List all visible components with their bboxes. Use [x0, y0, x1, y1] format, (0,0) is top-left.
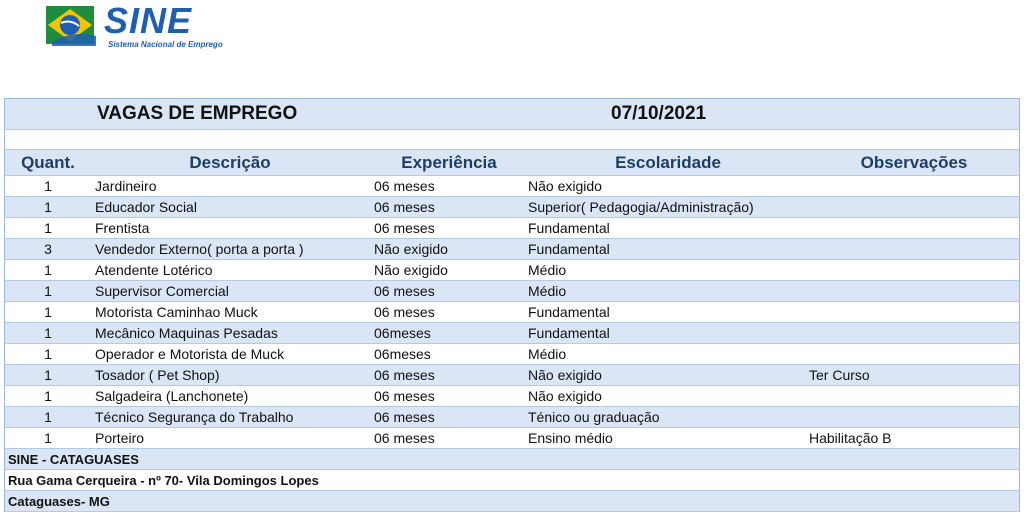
- table-row: [5, 428, 1019, 449]
- table-row: [5, 260, 1019, 281]
- job-qty: 1: [44, 220, 52, 236]
- job-experience: 06 meses: [374, 199, 435, 215]
- job-notes: [809, 386, 1019, 406]
- job-description: Técnico Segurança do Trabalho: [95, 409, 294, 425]
- job-notes: [809, 323, 1019, 343]
- job-notes: [809, 344, 1019, 364]
- job-description: Salgadeira (Lanchonete): [95, 388, 249, 404]
- col-header-desc: Descrição: [189, 152, 271, 172]
- table-row: [5, 344, 1019, 365]
- job-education: Não exigido: [528, 388, 602, 404]
- job-qty: 1: [44, 367, 52, 383]
- job-notes: [809, 176, 1019, 196]
- footer-row-2: [5, 470, 1019, 491]
- table-row: [5, 302, 1019, 323]
- job-description: Educador Social: [95, 199, 197, 215]
- job-description: Supervisor Comercial: [95, 283, 229, 299]
- job-experience: 06 meses: [374, 304, 435, 320]
- job-qty: 1: [44, 409, 52, 425]
- job-education: Fundamental: [528, 325, 610, 341]
- job-description: Operador e Motorista de Muck: [95, 346, 285, 362]
- table-row: [5, 281, 1019, 302]
- sine-logo: [42, 2, 242, 52]
- table-row: [5, 239, 1019, 260]
- job-description: Mecânico Maquinas Pesadas: [95, 325, 278, 341]
- column-header-row: [5, 150, 1019, 176]
- col-header-obs: Observações: [860, 152, 968, 172]
- job-qty: 1: [44, 178, 52, 194]
- job-education: Não exigido: [528, 178, 602, 194]
- job-description: Frentista: [95, 220, 150, 236]
- job-qty: 1: [44, 199, 52, 215]
- table-row: [5, 323, 1019, 344]
- footer-row-3: [5, 491, 1019, 512]
- spacer-row: [5, 130, 1019, 150]
- job-education: Médio: [528, 346, 567, 362]
- job-rows: [5, 176, 1019, 449]
- job-notes: [809, 218, 1019, 238]
- brazil-flag-icon: [42, 2, 98, 48]
- col-header-esc: Escolaridade: [615, 152, 721, 172]
- col-header-qty: Quant.: [21, 152, 75, 172]
- job-experience: 06 meses: [374, 409, 435, 425]
- title-row: [5, 99, 1019, 130]
- job-experience: 06 meses: [374, 283, 435, 299]
- job-description: Motorista Caminhao Muck: [95, 304, 258, 320]
- job-qty: 3: [44, 241, 52, 257]
- job-notes: [809, 281, 1019, 301]
- table-row: [5, 176, 1019, 197]
- job-notes: [809, 239, 1019, 259]
- table-row: [5, 218, 1019, 239]
- job-description: Vendedor Externo( porta a porta ): [95, 241, 304, 257]
- footer-office: SINE - CATAGUASES: [8, 451, 139, 467]
- job-experience: 06 meses: [374, 430, 435, 446]
- job-experience: 06 meses: [374, 220, 435, 236]
- job-notes: [809, 197, 1019, 217]
- footer-city: Cataguases- MG: [8, 493, 110, 509]
- job-education: Superior( Pedagogia/Administração): [528, 199, 754, 215]
- job-experience: 06 meses: [374, 178, 435, 194]
- logo-tagline: Sistema Nacional de Emprego: [108, 40, 223, 49]
- table-row: [5, 197, 1019, 218]
- job-qty: 1: [44, 283, 52, 299]
- job-experience: 06 meses: [374, 388, 435, 404]
- job-education: Fundamental: [528, 220, 610, 236]
- logo-wordmark: SINE: [104, 0, 193, 41]
- footer-row-1: [5, 449, 1019, 470]
- job-education: Não exigido: [528, 367, 602, 383]
- job-experience: 06meses: [374, 346, 431, 362]
- job-description: Tosador ( Pet Shop): [95, 367, 220, 383]
- col-header-exp: Experiência: [401, 152, 497, 172]
- page-title: VAGAS DE EMPREGO: [97, 103, 298, 124]
- job-experience: Não exigido: [374, 241, 448, 257]
- job-experience: Não exigido: [374, 262, 448, 278]
- table-row: [5, 386, 1019, 407]
- job-education: Ensino médio: [528, 430, 613, 446]
- job-notes: [809, 302, 1019, 322]
- table-row: [5, 365, 1019, 386]
- job-qty: 1: [44, 346, 52, 362]
- table-row: [5, 407, 1019, 428]
- job-education: Fundamental: [528, 241, 610, 257]
- job-listing-table: [4, 98, 1020, 512]
- job-education: Fundamental: [528, 304, 610, 320]
- job-qty: 1: [44, 325, 52, 341]
- job-qty: 1: [44, 262, 52, 278]
- job-qty: 1: [44, 430, 52, 446]
- job-experience: 06meses: [374, 325, 431, 341]
- job-qty: 1: [44, 388, 52, 404]
- job-notes: [809, 260, 1019, 280]
- footer-address: Rua Gama Cerqueira - nº 70- Vila Domingos Lopes: [8, 472, 319, 488]
- listing-date: 07/10/2021: [611, 103, 707, 124]
- job-education: Médio: [528, 283, 567, 299]
- job-notes: Ter Curso: [809, 367, 870, 383]
- job-notes: [809, 407, 1019, 427]
- job-education: Médio: [528, 262, 567, 278]
- job-education: Ténico ou graduação: [528, 409, 660, 425]
- job-notes: Habilitação B: [809, 430, 892, 446]
- job-description: Jardineiro: [95, 178, 157, 194]
- job-description: Atendente Lotérico: [95, 262, 213, 278]
- job-experience: 06 meses: [374, 367, 435, 383]
- job-qty: 1: [44, 304, 52, 320]
- job-description: Porteiro: [95, 430, 145, 446]
